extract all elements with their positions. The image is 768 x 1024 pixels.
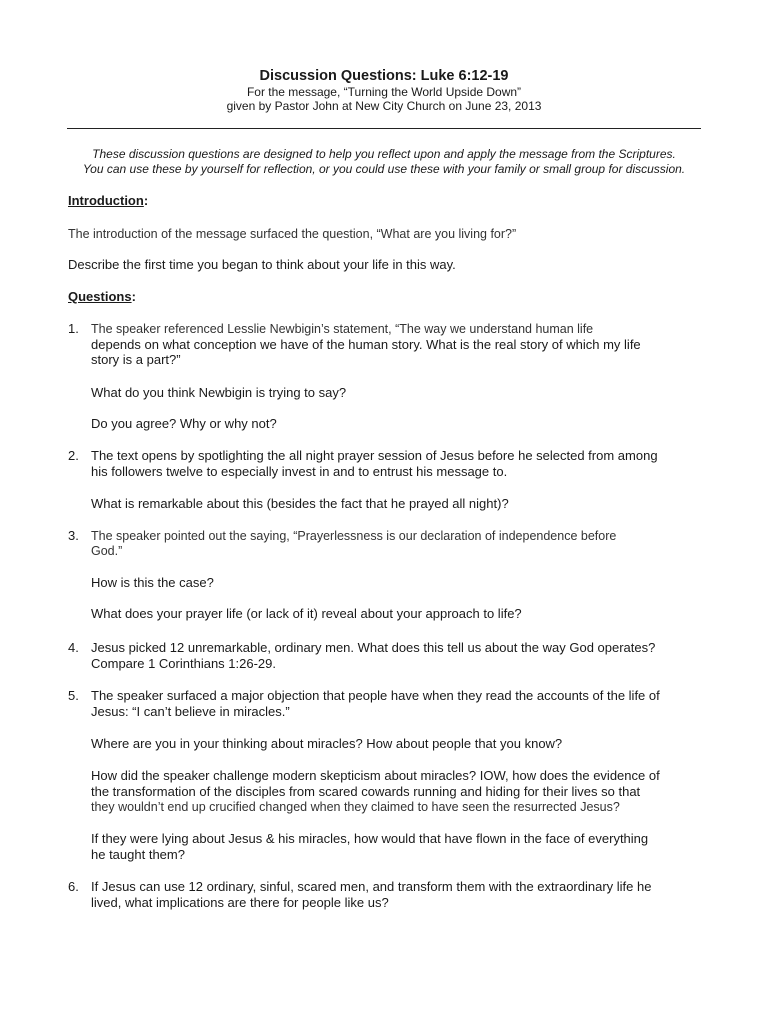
followup-question: the transformation of the disciples from scared cowards running and hiding for their lives so that bbox=[91, 784, 641, 799]
question-line: If Jesus can use 12 ordinary, sinful, scared men, and transform them with the extraordinary life he bbox=[91, 879, 652, 894]
question-number: 1. bbox=[68, 321, 79, 336]
usage-note-line: You can use these by yourself for reflection, or you could use these with your family or small group for discussion. bbox=[82, 162, 686, 176]
question-number: 5. bbox=[68, 688, 79, 703]
question-line: Jesus picked 12 unremarkable, ordinary men. What does this tell us about the way God operates? bbox=[91, 640, 656, 655]
usage-note-line: These discussion questions are designed to help you reflect upon and apply the message from the Scriptures. bbox=[92, 147, 676, 161]
questions-heading: Questions: bbox=[68, 289, 136, 304]
question-line: The speaker pointed out the saying, “Prayerlessness is our declaration of independence before bbox=[91, 529, 617, 543]
question-line: Jesus: “I can’t believe in miracles.” bbox=[91, 704, 290, 719]
followup-question: How did the speaker challenge modern skepticism about miracles? IOW, how does the evidence of bbox=[91, 768, 660, 783]
introduction-heading: Introduction: bbox=[68, 193, 149, 208]
question-number: 3. bbox=[68, 528, 79, 543]
followup-question: Where are you in your thinking about miracles? How about people that you know? bbox=[91, 736, 563, 751]
followup-question: Do you agree? Why or why not? bbox=[91, 416, 277, 431]
followup-question: What do you think Newbigin is trying to say? bbox=[91, 385, 347, 400]
page-title: Discussion Questions: Luke 6:12-19 bbox=[259, 68, 509, 84]
introduction-paragraph: Describe the first time you began to think about your life in this way. bbox=[68, 257, 456, 272]
question-line: story is a part?” bbox=[91, 352, 181, 367]
message-subtitle: For the message, “Turning the World Upside Down” bbox=[246, 85, 522, 99]
question-line: depends on what conception we have of the human story. What is the real story of which my life bbox=[91, 337, 641, 352]
question-line: The text opens by spotlighting the all night prayer session of Jesus before he selected from among bbox=[91, 448, 658, 463]
question-line: God.” bbox=[91, 544, 123, 558]
followup-question: How is this the case? bbox=[91, 575, 214, 590]
introduction-paragraph: The introduction of the message surfaced the question, “What are you living for?” bbox=[68, 227, 517, 241]
question-line: The speaker surfaced a major objection that people have when they read the accounts of the life of bbox=[91, 688, 660, 703]
divider bbox=[67, 128, 701, 129]
followup-question: What is remarkable about this (besides the fact that he prayed all night)? bbox=[91, 496, 509, 511]
followup-question: If they were lying about Jesus & his miracles, how would that have flown in the face of everything bbox=[91, 831, 649, 846]
question-line: Compare 1 Corinthians 1:26-29. bbox=[91, 656, 276, 671]
message-byline: given by Pastor John at New City Church on June 23, 2013 bbox=[226, 99, 542, 113]
question-line: lived, what implications are there for people like us? bbox=[91, 895, 389, 910]
followup-question: he taught them? bbox=[91, 847, 185, 862]
question-line: his followers twelve to especially invest in and to entrust his message to. bbox=[91, 464, 508, 479]
question-number: 6. bbox=[68, 879, 79, 894]
question-number: 2. bbox=[68, 448, 79, 463]
question-line: The speaker referenced Lesslie Newbigin’s statement, “The way we understand human life bbox=[91, 322, 594, 336]
followup-question: they wouldn’t end up crucified changed when they claimed to have seen the resurrected Jesus? bbox=[91, 800, 620, 814]
question-number: 4. bbox=[68, 640, 79, 655]
followup-question: What does your prayer life (or lack of it) reveal about your approach to life? bbox=[91, 606, 522, 621]
